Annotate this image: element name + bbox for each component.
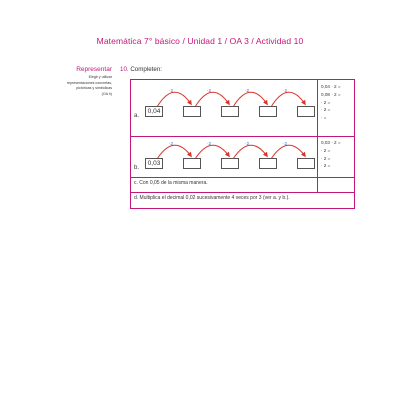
- red-arc-arrow-icon: [271, 145, 305, 159]
- red-arc-arrow-icon: [233, 92, 267, 107]
- red-arc-arrow-icon: [233, 145, 267, 159]
- calc-line: · 2 =: [321, 99, 331, 105]
- calc-line: · 2 =: [321, 155, 331, 161]
- row-label: b.: [134, 165, 140, 171]
- operator-label: ·2: [245, 141, 250, 146]
- answer-box[interactable]: [221, 158, 239, 169]
- question-number: 10.: [120, 66, 129, 73]
- question-prompt: Completen:: [130, 66, 162, 73]
- exercise-row-a: [131, 80, 317, 135]
- operator-label: ·2: [283, 88, 288, 93]
- red-arc-arrow-icon: [195, 92, 229, 107]
- arrow-sequence: [131, 136, 317, 177]
- operator-label: ·2: [169, 88, 174, 93]
- row-label: a.: [134, 113, 140, 119]
- answer-box[interactable]: [259, 158, 277, 169]
- calc-line: · =: [321, 115, 327, 121]
- side-calculations-b: [321, 139, 341, 170]
- answer-box[interactable]: [297, 106, 315, 117]
- start-value-box: 0,03: [145, 158, 163, 169]
- calc-line: · 2 =: [321, 107, 331, 113]
- answer-box[interactable]: [297, 158, 315, 169]
- exercise-row-c: c. Con 0,05 de la misma manera.: [134, 180, 208, 186]
- row-divider: [131, 192, 354, 193]
- answer-box[interactable]: [259, 106, 277, 117]
- exercise-row-d: d. Multiplica el decimal 0,02 sucesivamente 4 veces por 3 (ver a. y b.).: [134, 195, 290, 201]
- calc-line: · 2 =: [321, 147, 331, 153]
- worksheet-table: [130, 79, 355, 209]
- skill-panel: [22, 66, 112, 97]
- skill-description-line: representaciones concretas,: [66, 80, 112, 85]
- start-value-box: 0,04: [145, 106, 163, 117]
- red-arc-arrow-icon: [195, 145, 229, 159]
- skill-description: [22, 75, 112, 97]
- page-header: Matemática 7° básico / Unidad 1 / OA 3 / Actividad 10: [96, 36, 304, 46]
- exercise-row-b: [131, 136, 317, 177]
- red-arc-arrow-icon: [157, 92, 191, 107]
- operator-label: ·2: [283, 141, 288, 146]
- skill-description-line: (OA h): [101, 91, 112, 96]
- red-arc-arrow-icon: [157, 145, 191, 159]
- operator-label: ·2: [245, 88, 250, 93]
- calc-line: 0,08 · 2 =: [321, 91, 341, 97]
- skill-title: Representar: [76, 66, 112, 73]
- row-divider: [131, 177, 354, 178]
- calc-line: 0,03 · 2 =: [321, 140, 341, 145]
- operator-label: ·2: [207, 88, 212, 93]
- answer-box[interactable]: [221, 106, 239, 117]
- question-header: [120, 66, 162, 73]
- calc-line: · 2 =: [321, 163, 331, 169]
- calc-line: 0,04 · 2 =: [321, 84, 341, 89]
- answer-box[interactable]: [183, 158, 201, 169]
- operator-label: ·2: [169, 141, 174, 146]
- answer-box[interactable]: [183, 106, 201, 117]
- skill-description-line: Elegir y utilizar: [88, 75, 112, 79]
- side-calculations-a: [321, 83, 341, 122]
- red-arc-arrow-icon: [271, 92, 305, 107]
- operator-label: ·2: [207, 141, 212, 146]
- skill-description-line: pictóricas y simbólicas: [76, 86, 112, 91]
